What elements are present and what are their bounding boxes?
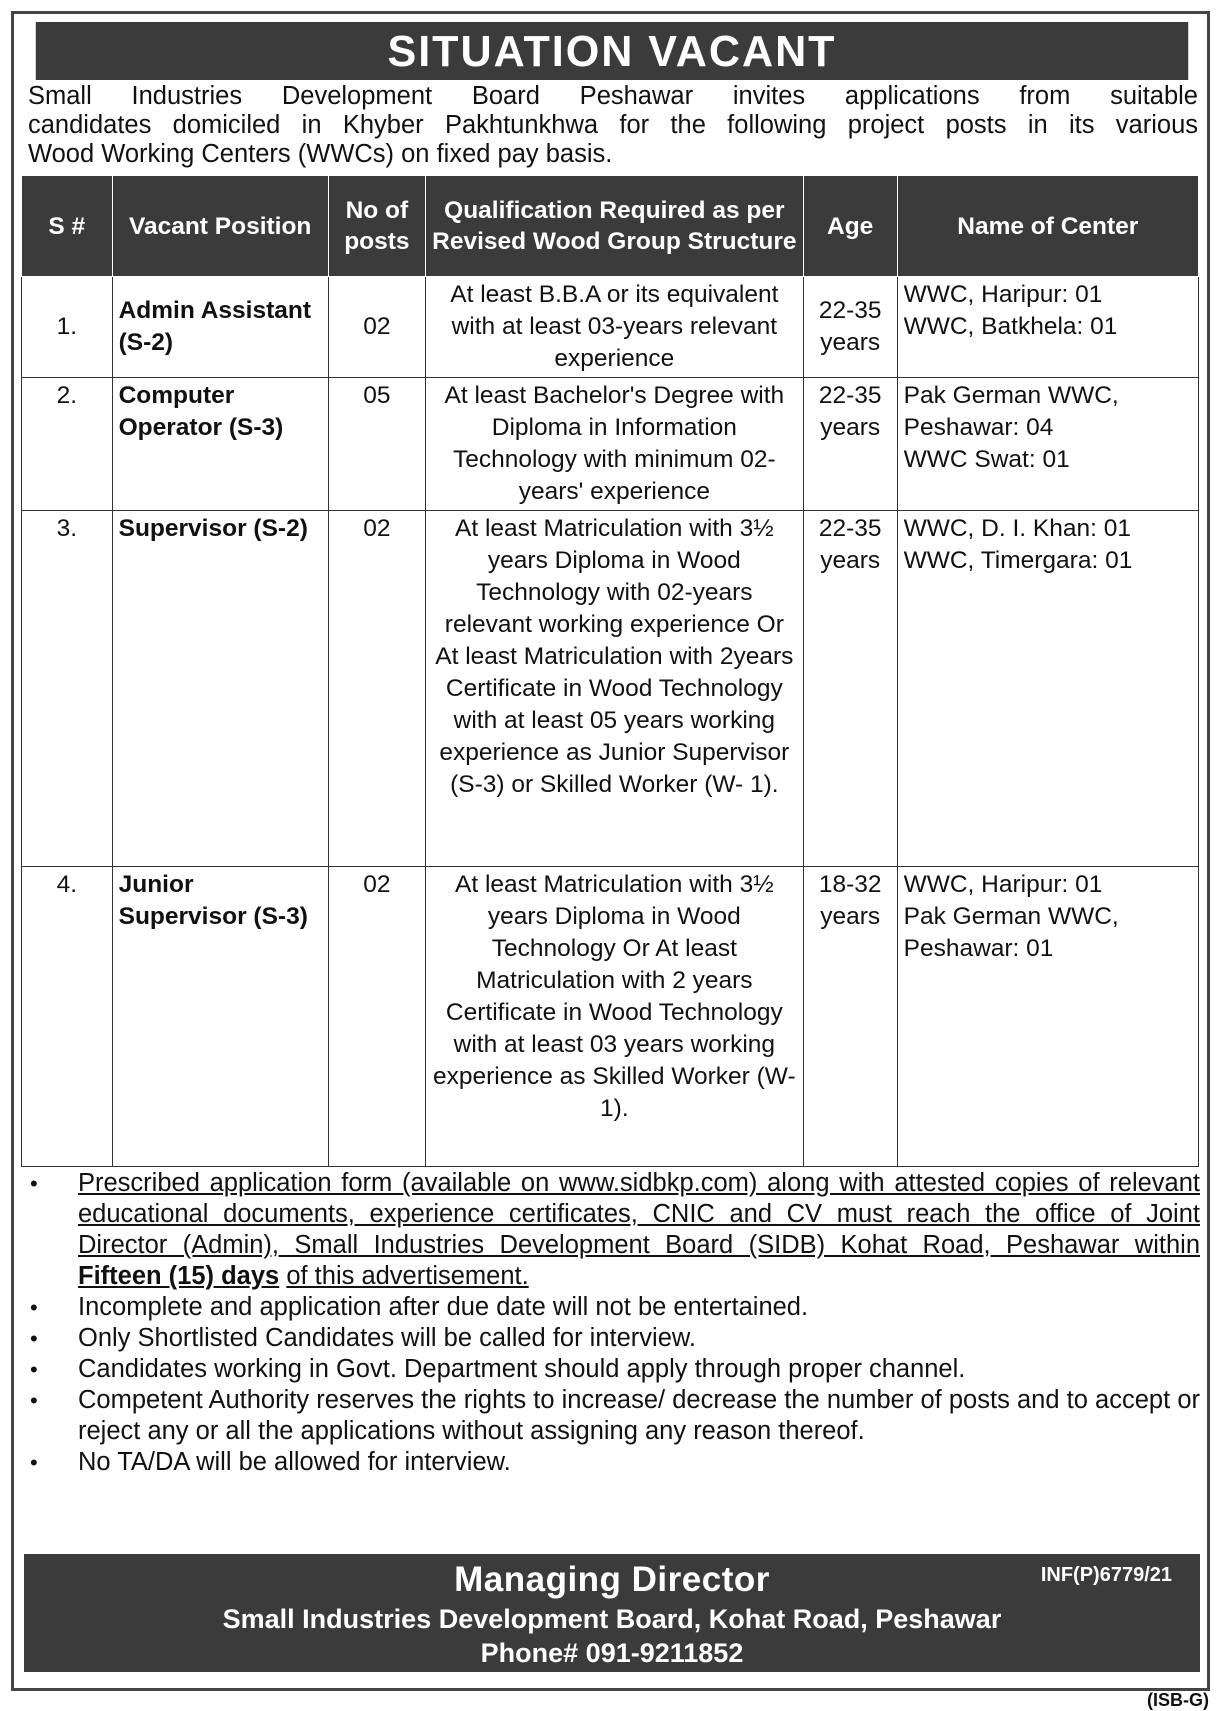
cell-qualification: At least Bachelor's Degree with Diploma in Information Technology with minimum 02-years' experience: [425, 378, 803, 511]
reference-number: INF(P)6779/21: [1040, 1564, 1172, 1586]
phone-number: Phone# 091-9211852: [480, 1638, 744, 1668]
cell-posts: 02: [328, 277, 425, 378]
bullet-icon: •: [30, 1357, 38, 1382]
list-item: [24, 1292, 1200, 1323]
cell-age: 22-35 years: [803, 511, 897, 867]
intro-paragraph: [28, 82, 1198, 169]
list-item: [24, 1168, 1200, 1292]
table-row: [22, 867, 1199, 1167]
deadline-text: Fifteen (15) days: [78, 1262, 280, 1290]
list-item: [24, 1447, 1200, 1478]
cell-position: Junior Supervisor (S-3): [112, 867, 328, 1167]
cell-qualification: At least Matriculation with 3½ years Diploma in Wood Technology Or At least Matriculation with 2 years Certificate in Wood Technology with at least 03 years working experience as Skilled Worker (W-1).: [425, 867, 803, 1167]
list-item: [24, 1385, 1200, 1447]
signatory-title: Managing Director: [454, 1560, 770, 1599]
cell-center: Pak German WWC, Peshawar: 04 WWC Swat: 01: [897, 378, 1198, 511]
vacancy-table: [21, 176, 1199, 1167]
note-text: Only Shortlisted Candidates will be called for interview.: [78, 1324, 696, 1352]
application-instructions-end: of this advertisement.: [286, 1262, 529, 1290]
cell-age: 22-35 years: [803, 378, 897, 511]
list-item: [24, 1323, 1200, 1354]
cell-position: Computer Operator (S-3): [112, 378, 328, 511]
cell-center: WWC, D. I. Khan: 01 WWC, Timergara: 01: [897, 511, 1198, 867]
cell-sn: 4.: [22, 867, 113, 1167]
cell-sn: 2.: [22, 378, 113, 511]
intro-line: Wood Working Centers (WWCs) on fixed pay basis.: [28, 140, 613, 168]
note-text: No TA/DA will be allowed for interview.: [78, 1448, 511, 1476]
note-text: Candidates working in Govt. Department should apply through proper channel.: [78, 1355, 966, 1383]
table-row: [22, 277, 1199, 378]
cell-center: WWC, Haripur: 01 Pak German WWC, Peshawar: 01: [897, 867, 1198, 1167]
cell-sn: 1.: [22, 277, 113, 378]
header-posts: No of posts: [328, 176, 425, 277]
cell-posts: 02: [328, 867, 425, 1167]
cell-age: 18-32 years: [803, 867, 897, 1167]
organization-address: Small Industries Development Board, Kohat Road, Peshawar: [222, 1604, 1002, 1634]
bullet-icon: •: [30, 1388, 38, 1413]
cell-posts: 02: [328, 511, 425, 867]
cell-age: 22-35 years: [803, 277, 897, 378]
bullet-icon: •: [30, 1295, 38, 1320]
bullet-icon: •: [30, 1171, 38, 1196]
cell-qualification: At least Matriculation with 3½ years Diploma in Wood Technology with 02-years relevant working experience Or At least Matriculation with 2years Certificate in Wood Technology with at least 05 years working experience as Junior Supervisor (S-3) or Skilled Worker (W- 1).: [425, 511, 803, 867]
header-sn: S #: [22, 176, 113, 277]
cell-sn: 3.: [22, 511, 113, 867]
instructions-list: [24, 1168, 1200, 1478]
header-qualification: Qualification Required as per Revised Wood Group Structure: [425, 176, 803, 277]
table-row: [22, 378, 1199, 511]
note-text: Competent Authority reserves the rights to increase/ decrease the number of posts and to accept or reject any or all the applications without assigning any reason thereof.: [78, 1386, 1200, 1445]
bullet-icon: •: [30, 1326, 38, 1351]
header-position: Vacant Position: [112, 176, 328, 277]
cell-qualification: At least B.B.A or its equivalent with at least 03-years relevant experience: [425, 277, 803, 378]
note-text: Incomplete and application after due date will not be entertained.: [78, 1293, 809, 1321]
bullet-icon: •: [30, 1450, 38, 1475]
cell-posts: 05: [328, 378, 425, 511]
application-instructions: Prescribed application form (available on www.sidbkp.com) along with attested copies of relevant educational documents, experience certificates, CNIC and CV must reach the office of Joint Director (Admin), Small Industries Development Board (SIDB) Kohat Road, Peshawar within: [78, 1169, 1200, 1259]
agency-code: (ISB-G): [1147, 1690, 1209, 1710]
cell-position: Supervisor (S-2): [112, 511, 328, 867]
list-item: [24, 1354, 1200, 1385]
intro-line: candidates domiciled in Khyber Pakhtunkhwa for the following project posts in its various: [28, 111, 1198, 139]
cell-center: WWC, Haripur: 01 WWC, Batkhela: 01: [897, 277, 1198, 378]
table-header-row: [22, 176, 1199, 277]
intro-line: Small Industries Development Board Peshawar invites applications from suitable: [28, 82, 1198, 110]
header-age: Age: [803, 176, 897, 277]
header-center: Name of Center: [897, 176, 1198, 277]
page-title: SITUATION VACANT: [36, 22, 1188, 80]
cell-position: Admin Assistant (S-2): [112, 277, 328, 378]
table-row: [22, 511, 1199, 867]
signature-block: [24, 1554, 1200, 1672]
